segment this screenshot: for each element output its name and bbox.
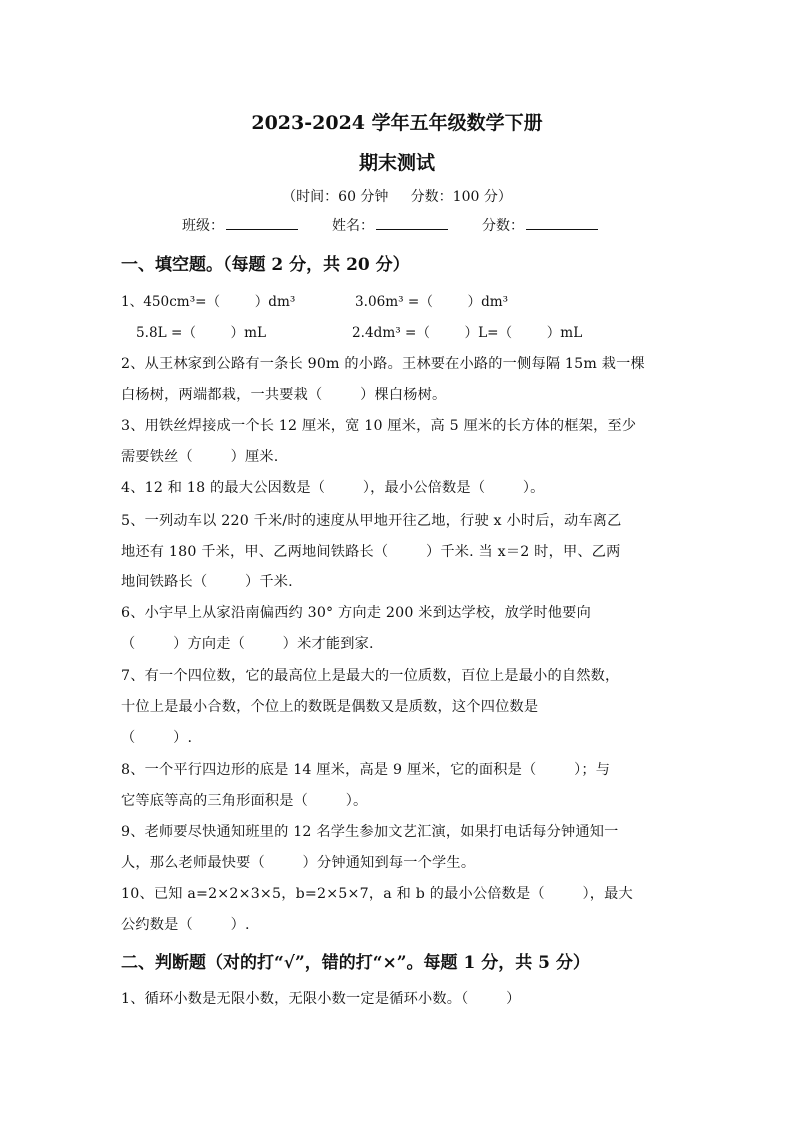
q1-item-c: 5.8L =（ ）mL	[136, 325, 267, 341]
tf-q1-line: 1、循环小数是无限小数，无限小数一定是循环小数。（ ）	[121, 991, 521, 1007]
q1-item-d: 2.4dm³ =（ ）L=（ ）mL	[352, 325, 583, 341]
section-true-false-heading: 二、判断题（对的打“√”，错的打“×”。每题 1 分，共 5 分）	[121, 953, 590, 973]
q7-line-3: （ ）.	[121, 730, 193, 746]
q3-line-1: 3、用铁丝焊接成一个长 12 厘米，宽 10 厘米，高 5 厘米的长方体的框架，至少	[121, 418, 637, 434]
class-blank[interactable]	[226, 214, 298, 230]
q6-line-1: 6、小宇早上从家沿南偏西约 30° 方向走 200 米到达学校，放学时他要向	[121, 605, 591, 621]
q10-line-1: 10、已知 a=2×2×3×5，b=2×5×7，a 和 b 的最小公倍数是（ ），最大	[121, 886, 633, 902]
q1-item-a: 1、450cm³=（ ）dm³	[121, 294, 296, 310]
name-blank[interactable]	[376, 214, 448, 230]
exam-subtitle: 期末测试	[358, 152, 435, 174]
q9-line-2: 人，那么老师最快要（ ）分钟通知到每一个学生。	[121, 855, 476, 871]
q5-line-3: 地间铁路长（ ）千米.	[121, 574, 293, 590]
student-info-fields	[182, 214, 632, 235]
class-label: 班级：	[182, 218, 224, 234]
q1-item-b: 3.06m³ =（ ）dm³	[355, 294, 509, 310]
name-label: 姓名：	[332, 218, 374, 234]
name-field	[332, 214, 448, 235]
q9-line-1: 9、老师要尽快通知班里的 12 名学生参加文艺汇演，如果打电话每分钟通知一	[121, 824, 619, 840]
q5-line-2: 地还有 180 千米，甲、乙两地间铁路长（ ）千米. 当 x＝2 时，甲、乙两	[121, 544, 621, 560]
exam-title: 2023-2024 学年五年级数学下册	[251, 112, 543, 134]
q8-line-1: 8、一个平行四边形的底是 14 厘米，高是 9 厘米，它的面积是（ ）；与	[121, 762, 611, 778]
q5-line-1: 5、一列动车以 220 千米/时的速度从甲地开往乙地，行驶 x 小时后，动车离乙	[121, 513, 622, 529]
score-label: 分数：	[482, 218, 524, 234]
q10-line-2: 公约数是（ ）.	[121, 917, 250, 933]
q4-line-1: 4、12 和 18 的最大公因数是（ ），最小公倍数是（ ）。	[121, 480, 545, 496]
q8-line-2: 它等底等高的三角形面积是（ ）。	[121, 793, 368, 809]
q2-line-2: 白杨树，两端都栽，一共要栽（ ）棵白杨树。	[121, 387, 447, 403]
q2-line-1: 2、从王林家到公路有一条长 90m 的小路。王林要在小路的一侧每隔 15m 栽一棵	[121, 356, 645, 372]
class-field	[182, 214, 298, 235]
q7-line-1: 7、有一个四位数，它的最高位上是最大的一位质数，百位上是最小的自然数，	[121, 668, 620, 684]
score-field	[482, 214, 598, 235]
exam-time-score-info: （时间：60 分钟 分数：100 分）	[282, 189, 512, 205]
q6-line-2: （ ）方向走（ ）米才能到家.	[121, 636, 374, 652]
score-blank[interactable]	[526, 214, 598, 230]
section-fill-in-heading: 一、填空题。（每题 2 分，共 20 分）	[121, 255, 410, 275]
q3-line-2: 需要铁丝（ ）厘米.	[121, 449, 279, 465]
q7-line-2: 十位上是最小合数，个位上的数既是偶数又是质数，这个四位数是	[121, 699, 539, 715]
